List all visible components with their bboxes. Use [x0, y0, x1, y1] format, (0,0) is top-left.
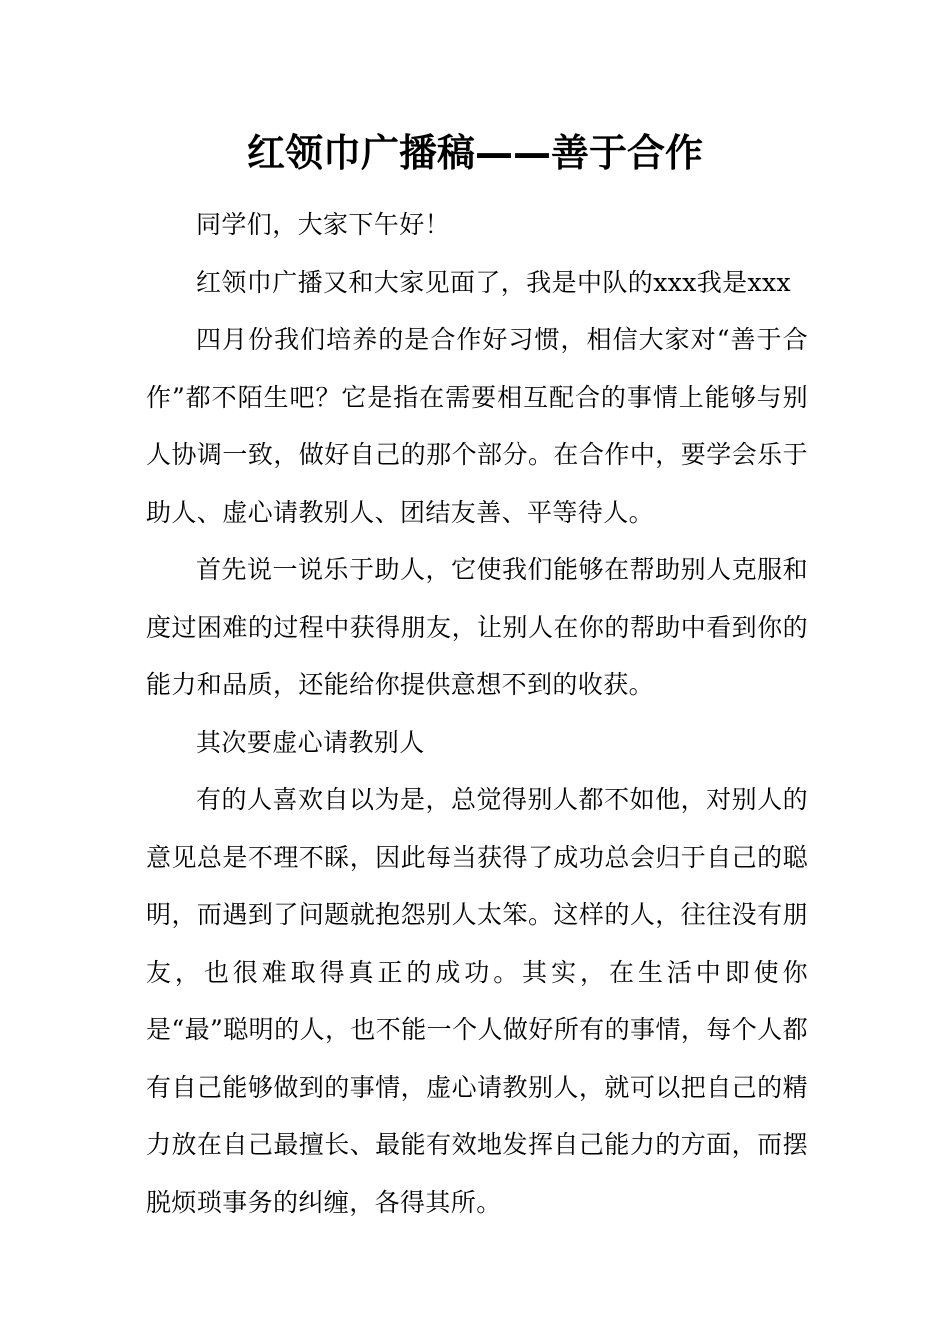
document-title: 红领巾广播稿——善于合作: [246, 131, 703, 175]
paragraph-introduction: 红领巾广播又和大家见面了，我是中队的xxx我是xxx: [196, 267, 791, 297]
paragraph-helping-others: 首先说一说乐于助人，它使我们能够在帮助别人克服和度过困难的过程中获得朋友，让别人在你的帮助中看到你的能力和品质，还能给你提供意想不到的收获。: [146, 555, 808, 699]
paragraph-ask-humbly-heading: 其次要虚心请教别人: [196, 727, 425, 757]
paragraph-greeting: 同学们，大家下午好！: [196, 210, 451, 239]
paragraph-cooperation-habit: 四月份我们培养的是合作好习惯，相信大家对“善于合作”都不陌生吧？它是指在需要相互配合的事情上能够与别人协调一致，做好自己的那个部分。在合作中，要学会乐于助人、虚心请教别人、团结友善、平等待人。: [146, 325, 808, 527]
paragraph-ask-humbly-body: 有的人喜欢自以为是，总觉得别人都不如他，对别人的意见总是不理不睬，因此每当获得了成功总会归于自己的聪明，而遇到了问题就抱怨别人太笨。这样的人，往往没有朋友，也很难取得真正的成功。其实，在生活中即使你是“最”聪明的人，也不能一个人做好所有的事情，每个人都有自己能够做到的事情，虚心请教别人，就可以把自己的精力放在自己最擅长、最能有效地发挥自己能力的方面，而摆脱烦琐事务的纠缠，各得其所。: [146, 785, 808, 1217]
document-body: [146, 196, 808, 1231]
